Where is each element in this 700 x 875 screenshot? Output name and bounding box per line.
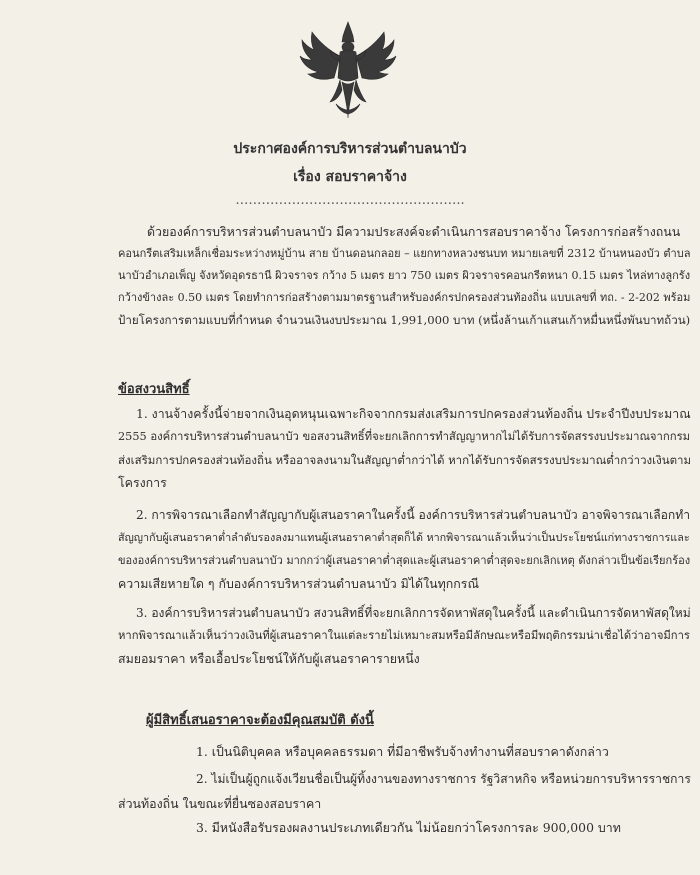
- title-divider: ……………………………………………..: [235, 193, 465, 208]
- intro-line: ด้วยองค์การบริหารส่วนตำบลนาบัว มีความประสงค์จะดำเนินการสอบราคาจ้าง โครงการก่อสร้างถนน: [147, 224, 681, 239]
- reservation-item-2-line: สัญญากับผู้เสนอราคาต่ำลำดับรองลงมาแทนผู้เสนอราคาต่ำสุดก็ได้ หากพิจารณาแล้วเห็นว่าเป็นประโยชน์แก่ทางราชการและ: [118, 531, 690, 544]
- reservation-item-1-line: ส่งเสริมการปกครองส่วนท้องถิ่น หรืออาจลงนามในสัญญาต่ำกว่าได้ หากได้รับการจัดสรรงบประมาณต่ำกว่าวงเงินตาม: [118, 453, 692, 467]
- reservation-item-1-line: 2555 องค์การบริหารส่วนตำบลนาบัว ขอสงวนสิทธิ์ที่จะยกเลิกการทำสัญญาหากไม่ได้รับการจัดสรรงบประมาณจากกรม: [118, 430, 691, 443]
- announcement-title: ประกาศองค์การบริหารส่วนตำบลนาบัว: [233, 141, 467, 157]
- intro-line: กว้างข้างละ 0.50 เมตร โดยทำการก่อสร้างตามมาตรฐานสำหรับองค์กรปกครองส่วนท้องถิ่น แบบเลขที่ ทถ. - 2-202 พร้อม: [118, 291, 691, 304]
- intro-line: ป้ายโครงการตามแบบที่กำหนด จำนวนเงินงบประมาณ 1,991,000 บาท (หนึ่งล้านเก้าแสนเก้าหมื่นหนึ่งพันบาทถ้วน): [118, 313, 691, 327]
- garuda-emblem-icon: [296, 20, 400, 122]
- qualification-item-1: 1. เป็นนิติบุคคล หรือบุคคลธรรมดา ที่มีอาชีพรับจ้างทำงานที่สอบราคาดังกล่าว: [196, 744, 609, 759]
- intro-line: นาบัวอำเภอเพ็ญ จังหวัดอุดรธานี ผิวจราจร กว้าง 5 เมตร ยาว 750 เมตร ผิวจราจรคอนกรีตหนา 0.15 เมตร ไหล่ทางลูกรัง: [118, 269, 691, 282]
- announcement-subject: เรื่อง สอบราคาจ้าง: [293, 169, 407, 185]
- qualifications-heading: ผู้มีสิทธิ์เสนอราคาจะต้องมีคุณสมบัติ ดังนี้: [146, 713, 374, 728]
- reservation-item-3-line: สมยอมราคา หรือเอื้อประโยชน์ให้กับผู้เสนอราคารายหนึ่ง: [118, 651, 420, 666]
- reservation-item-3-line: หากพิจารณาแล้วเห็นว่าวงเงินที่ผู้เสนอราคาในแต่ละรายไม่เหมาะสมหรือมีลักษณะหรือมีพฤติกรรมน่าเชื่อได้ว่าอาจมีการ: [118, 629, 690, 642]
- intro-line: คอนกรีตเสริมเหล็กเชื่อมระหว่างหมู่บ้าน สาย บ้านดอนกลอย – แยกทางหลวงชนบท หมายเลขที่ 2312 บ้านหนองบัว ตำบล: [118, 247, 691, 260]
- reservation-item-2-line: ขององค์การบริหารส่วนตำบลนาบัว มากกว่าผู้เสนอราคาต่ำสุดและผู้เสนอราคาต่ำสุดจะยกเลิกเหตุ ดังกล่าวเป็นข้อเรียกร้อง: [118, 554, 691, 567]
- reservation-item-3-line: 3. องค์การบริหารส่วนตำบลนาบัว สงวนสิทธิ์ที่จะยกเลิกการจัดหาพัสดุในครั้งนี้ และดำเนินการจัดหาพัสดุใหม่: [136, 606, 691, 620]
- reservation-item-2-line: 2. การพิจารณาเลือกทำสัญญากับผู้เสนอราคาในครั้งนี้ องค์การบริหารส่วนตำบลนาบัว อาจพิจารณาเลือกทำ: [136, 508, 691, 522]
- qualification-item-2-line: 2. ไม่เป็นผู้ถูกแจ้งเวียนชื่อเป็นผู้ทิ้งงานของทางราชการ รัฐวิสาหกิจ หรือหน่วยการบริหารราชการ: [196, 772, 691, 786]
- reservation-item-2-line: ความเสียหายใด ๆ กับองค์การบริหารส่วนตำบลนาบัว มิได้ในทุกกรณี: [118, 576, 479, 591]
- qualification-item-3: 3. มีหนังสือรับรองผลงานประเภทเดียวกัน ไม่น้อยกว่าโครงการละ 900,000 บาท: [196, 820, 621, 835]
- qualification-item-2-line: ส่วนท้องถิ่น ในขณะที่ยื่นซองสอบราคา: [118, 796, 322, 811]
- reservation-item-1-line: โครงการ: [118, 475, 167, 490]
- reservation-heading: ข้อสงวนสิทธิ์: [118, 382, 190, 397]
- reservation-item-1-line: 1. งานจ้างครั้งนี้จ่ายจากเงินอุดหนุนเฉพาะกิจจากกรมส่งเสริมการปกครองส่วนท้องถิ่น ประจำปีงบประมาณ: [136, 407, 691, 421]
